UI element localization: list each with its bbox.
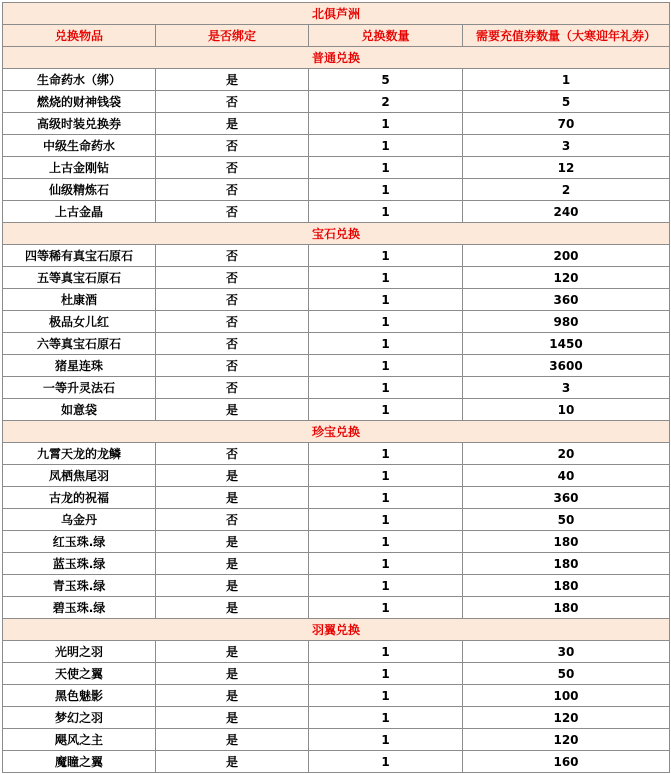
cell-cost: 100 — [463, 685, 670, 707]
cell-quantity: 5 — [309, 69, 463, 91]
table-title: 北俱芦洲 — [3, 3, 670, 25]
cell-item: 一等升灵法石 — [3, 377, 156, 399]
cell-quantity: 1 — [309, 509, 463, 531]
cell-cost: 3 — [463, 377, 670, 399]
cell-quantity: 1 — [309, 465, 463, 487]
table-row — [3, 531, 670, 553]
cell-item: 六等真宝石原石 — [3, 333, 156, 355]
cell-bound: 否 — [156, 377, 309, 399]
cell-bound: 是 — [156, 487, 309, 509]
table-row — [3, 465, 670, 487]
table-row — [3, 245, 670, 267]
header-cost: 需要充值券数量（大寒迎年礼券） — [463, 25, 670, 47]
cell-quantity: 1 — [309, 201, 463, 223]
cell-quantity: 1 — [309, 333, 463, 355]
cell-quantity: 1 — [309, 267, 463, 289]
cell-quantity: 1 — [309, 355, 463, 377]
section-title: 普通兑换 — [3, 47, 670, 69]
table-row — [3, 289, 670, 311]
header-item: 兑换物品 — [3, 25, 156, 47]
table-row — [3, 751, 670, 773]
cell-cost: 5 — [463, 91, 670, 113]
cell-item: 红玉珠.绿 — [3, 531, 156, 553]
cell-cost: 240 — [463, 201, 670, 223]
cell-quantity: 1 — [309, 685, 463, 707]
cell-quantity: 1 — [309, 553, 463, 575]
cell-item: 上古金刚钻 — [3, 157, 156, 179]
cell-quantity: 1 — [309, 751, 463, 773]
cell-cost: 180 — [463, 597, 670, 619]
cell-item: 杜康酒 — [3, 289, 156, 311]
cell-quantity: 1 — [309, 729, 463, 751]
section-title: 宝石兑换 — [3, 223, 670, 245]
cell-cost: 360 — [463, 487, 670, 509]
cell-bound: 否 — [156, 333, 309, 355]
cell-cost: 2 — [463, 179, 670, 201]
table-row — [3, 729, 670, 751]
cell-item: 九霄天龙的龙鳞 — [3, 443, 156, 465]
cell-bound: 否 — [156, 509, 309, 531]
cell-bound: 否 — [156, 157, 309, 179]
cell-cost: 200 — [463, 245, 670, 267]
cell-bound: 是 — [156, 69, 309, 91]
exchange-table — [2, 2, 670, 773]
cell-quantity: 1 — [309, 245, 463, 267]
table-row — [3, 641, 670, 663]
cell-item: 极品女儿红 — [3, 311, 156, 333]
cell-quantity: 1 — [309, 289, 463, 311]
table-row — [3, 509, 670, 531]
cell-item: 青玉珠.绿 — [3, 575, 156, 597]
table-row — [3, 333, 670, 355]
cell-cost: 360 — [463, 289, 670, 311]
cell-item: 天使之翼 — [3, 663, 156, 685]
section-title: 羽翼兑换 — [3, 619, 670, 641]
cell-cost: 180 — [463, 531, 670, 553]
cell-item: 如意袋 — [3, 399, 156, 421]
cell-quantity: 1 — [309, 377, 463, 399]
table-row — [3, 597, 670, 619]
cell-bound: 是 — [156, 597, 309, 619]
section-row — [3, 47, 670, 69]
cell-cost: 1 — [463, 69, 670, 91]
table-body — [3, 3, 670, 773]
table-row — [3, 69, 670, 91]
cell-quantity: 1 — [309, 135, 463, 157]
cell-quantity: 2 — [309, 91, 463, 113]
cell-quantity: 1 — [309, 157, 463, 179]
cell-bound: 否 — [156, 245, 309, 267]
cell-quantity: 1 — [309, 311, 463, 333]
table-row — [3, 663, 670, 685]
cell-quantity: 1 — [309, 707, 463, 729]
cell-bound: 是 — [156, 685, 309, 707]
table-row — [3, 135, 670, 157]
cell-item: 生命药水（绑） — [3, 69, 156, 91]
cell-bound: 否 — [156, 355, 309, 377]
cell-item: 猪星连珠 — [3, 355, 156, 377]
cell-cost: 70 — [463, 113, 670, 135]
cell-cost: 1450 — [463, 333, 670, 355]
table-row — [3, 553, 670, 575]
section-row — [3, 421, 670, 443]
table-row — [3, 91, 670, 113]
cell-bound: 是 — [156, 553, 309, 575]
cell-cost: 50 — [463, 663, 670, 685]
cell-quantity: 1 — [309, 487, 463, 509]
table-row — [3, 487, 670, 509]
cell-quantity: 1 — [309, 641, 463, 663]
cell-quantity: 1 — [309, 179, 463, 201]
cell-cost: 30 — [463, 641, 670, 663]
cell-item: 飓风之主 — [3, 729, 156, 751]
cell-cost: 120 — [463, 729, 670, 751]
cell-item: 古龙的祝福 — [3, 487, 156, 509]
cell-cost: 120 — [463, 707, 670, 729]
cell-item: 魔瞳之翼 — [3, 751, 156, 773]
cell-cost: 120 — [463, 267, 670, 289]
cell-bound: 否 — [156, 443, 309, 465]
table-row — [3, 707, 670, 729]
cell-bound: 是 — [156, 399, 309, 421]
cell-quantity: 1 — [309, 663, 463, 685]
table-row — [3, 157, 670, 179]
cell-item: 黑色魅影 — [3, 685, 156, 707]
cell-cost: 3 — [463, 135, 670, 157]
cell-item: 上古金晶 — [3, 201, 156, 223]
cell-bound: 否 — [156, 267, 309, 289]
cell-bound: 是 — [156, 531, 309, 553]
cell-item: 蓝玉珠.绿 — [3, 553, 156, 575]
cell-bound: 否 — [156, 311, 309, 333]
table-row — [3, 443, 670, 465]
table-row — [3, 575, 670, 597]
cell-cost: 180 — [463, 575, 670, 597]
table-row — [3, 685, 670, 707]
table-row — [3, 179, 670, 201]
cell-cost: 160 — [463, 751, 670, 773]
cell-bound: 是 — [156, 663, 309, 685]
cell-bound: 是 — [156, 465, 309, 487]
cell-item: 碧玉珠.绿 — [3, 597, 156, 619]
cell-cost: 980 — [463, 311, 670, 333]
table-row — [3, 311, 670, 333]
cell-cost: 50 — [463, 509, 670, 531]
cell-quantity: 1 — [309, 399, 463, 421]
table-row — [3, 377, 670, 399]
cell-quantity: 1 — [309, 575, 463, 597]
cell-item: 四等稀有真宝石原石 — [3, 245, 156, 267]
cell-quantity: 1 — [309, 113, 463, 135]
section-row — [3, 223, 670, 245]
cell-item: 中级生命药水 — [3, 135, 156, 157]
cell-bound: 是 — [156, 707, 309, 729]
section-title: 珍宝兑换 — [3, 421, 670, 443]
cell-quantity: 1 — [309, 597, 463, 619]
cell-cost: 180 — [463, 553, 670, 575]
cell-quantity: 1 — [309, 531, 463, 553]
table-row — [3, 267, 670, 289]
section-row — [3, 619, 670, 641]
header-quantity: 兑换数量 — [309, 25, 463, 47]
cell-bound: 是 — [156, 729, 309, 751]
cell-bound: 是 — [156, 575, 309, 597]
table-row — [3, 201, 670, 223]
cell-item: 仙级精炼石 — [3, 179, 156, 201]
cell-quantity: 1 — [309, 443, 463, 465]
cell-item: 梦幻之羽 — [3, 707, 156, 729]
cell-bound: 否 — [156, 289, 309, 311]
cell-cost: 3600 — [463, 355, 670, 377]
cell-item: 凤栖焦尾羽 — [3, 465, 156, 487]
cell-item: 乌金丹 — [3, 509, 156, 531]
cell-bound: 是 — [156, 641, 309, 663]
cell-bound: 否 — [156, 135, 309, 157]
cell-bound: 是 — [156, 751, 309, 773]
cell-cost: 10 — [463, 399, 670, 421]
cell-bound: 否 — [156, 91, 309, 113]
cell-item: 光明之羽 — [3, 641, 156, 663]
cell-item: 高级时装兑换券 — [3, 113, 156, 135]
cell-bound: 是 — [156, 113, 309, 135]
cell-cost: 12 — [463, 157, 670, 179]
table-row — [3, 113, 670, 135]
cell-cost: 40 — [463, 465, 670, 487]
table-row — [3, 355, 670, 377]
table-row — [3, 399, 670, 421]
cell-item: 五等真宝石原石 — [3, 267, 156, 289]
cell-bound: 否 — [156, 179, 309, 201]
title-row — [3, 3, 670, 25]
cell-bound: 否 — [156, 201, 309, 223]
header-row — [3, 25, 670, 47]
header-bound: 是否绑定 — [156, 25, 309, 47]
cell-cost: 20 — [463, 443, 670, 465]
cell-item: 燃烧的财神钱袋 — [3, 91, 156, 113]
